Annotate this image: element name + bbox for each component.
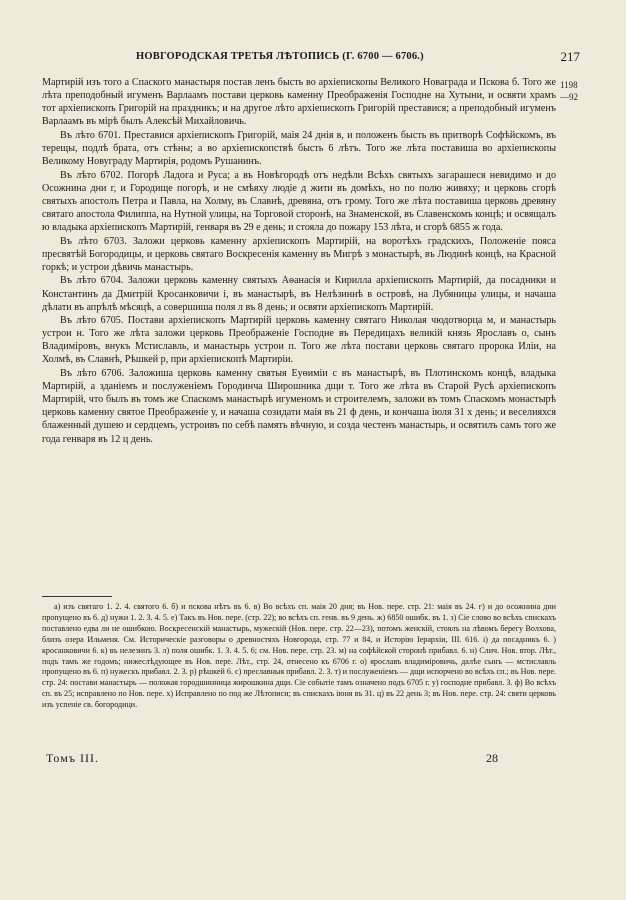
main-text [42, 76, 556, 446]
paragraph-6701: Въ лѣто 6701. Преставися архіепископъ Григорій, маія 24 днія в, и положенъ бысть въ притворѣ Софѣйскомъ, въ терещы, подлѣ брата, отъ стѣны; а во архіепископствѣ бысть 6 лѣтъ. Того же лѣта поставиша во архіепископы Великому Новуграду Мартирія, родомъ Рушанинъ. [42, 129, 556, 168]
paragraph-6705: Въ лѣто 6705. Постави архіепископъ Мартирій церковь каменну святаго Николая чюдотворца м, и манастырь устрои н. Того же лѣта заложи церковь Преображеніе Господне въ Передицахъ великій князь Ярославъ о, сынъ Владиміровъ, внукъ Мстиславль, и манастырь устрои п. Того же лѣта постави церковь святаго пророка Иліи, на Холмѣ, въ Славнѣ, Рѣшкей р, при архіепископѣ Мартиріи. [42, 315, 556, 366]
paragraph-intro: Мартирій изъ того а Спаского манастыря постав ленъ бысть во архіепископы Великого Новаграда и Пскова б. Того же лѣта преподобный игуменъ Варлаамъ постави церковь каменну Преображенія Господне на Хутыни, и освяти храмъ тот архіепископъ Григорій на праздникъ; и на другое лѣто архіепископъ Григорій преставися; а преподобный игуменъ Варлаамъ въ мірѣ былъ Алексѣй Михайловичь. [42, 77, 556, 128]
running-title: НОВГОРОДСКАЯ ТРЕТЬЯ ЛѢТОПИСЬ (Г. 6700 — 6706.) [136, 51, 424, 62]
margin-year-bottom: —92 [560, 92, 578, 102]
page-footer [42, 751, 556, 767]
paragraph-6706: Въ лѣто 6706. Заложиша церковь каменну святыя Еуѳиміи с въ манастырѣ, въ Плотинскомъ концѣ, владыка Мартирій, а зданіемъ и послуженіемъ Городинча Широшника дщи т. Того же лѣта въ Старой Русѣ архіепископъ Мартирій, что былъ въ томъ же Спаскомъ манастырѣ игуменомъ и строителемъ, заложи въ томъ Спаскомъ монастырѣ церковь каменну святое Преображеніе у, и начаша созидати маія въ 21 ф день, и кончаша іюля 31 х день; и веселияхся блаженный душею и сердцемъ, устроивъ по себѣ память вѣчную, и созда честенъ манастырь, и освятилъ самъ того же года генваря въ 12 ц день. [42, 368, 556, 445]
volume-label: Томъ III. [46, 751, 99, 765]
signature-number: 28 [486, 751, 498, 765]
footnote-divider [42, 596, 112, 597]
footnote-text: а) изъ святаго 1. 2. 4. святого 6. б) и пскова нѣтъ въ 6. в) Во всѣхъ сп. маія 20 дня; въ Нов. пере. стр. 21: маія въ 24. г) и до осожнина дни пропущено въ 6. д) нужи 1. 2. 3. 4. 5. е) Такъ въ Нов. пере. (стр. 22); во всѣхъ сп. генв. въ 9 день. ж) 6850 ошибк. въ 1. з) Сіе слово во всѣхъ спискахъ поставлено едва ли не ошибкою. Воскресенскій манастырь, мужескій (Нов. пере. стр. 22—23), потомъ женскій, стоялъ на лѣвомъ берегу Волхова, близъ озера Ильменя. См. Историческіе разговоры о древностяхъ Новгорода, стр. 77 и 84, и Исторію Іерархіи, III. 616. і) да посадникъ 6. ) кросанковичи 6. к) въ нелезинъ 3. л) поля ошибк. 1. 3. 4. 5. 6; см. Нов. пере. стр. 23. м) на софѣйской сторонѣ прибавл. 6. н) Слич. Нов. втор. Лѣт., подъ тамъ же годомъ; нижеслѣдующее въ Нов. пере. Лѣт., стр. 24, отнесено къ 6706 г. о) ярославъ владиміровичь, далѣе сынъ — мстиславль пропущено въ 6. п) нужескъ прибавл. 2. 3. р) рѣшкей 6. с) преславныя прибавл. 2. 3. т) и послуженіемъ — дщи испорчено во всѣхъ сп.; въ Нов. пере. стр. 24: постави манастырь — положая городшинница жирошкина дщи. Сіе событіе тамъ означено подъ 6705 г. у) господне прибавл. 3. ф) Во всѣхъ сп. въ 25; исправлено по Нов. пере. х) Исправлено по под же Лѣтописи; въ спискахъ іюня въ 31. ц) въ 22 день 3; въ Нов. пере. стр. 24: святи церковь изъ успеніе св. богородици. [42, 602, 556, 710]
paragraph-6704: Въ лѣто 6704. Заложи церковь каменну святыхъ Аѳанасія и Кирилла архіепископъ Мартирій, да посадники и Константинъ да Дмитрій Кросанковичи і, въ манастырѣ, въ Нелѣзиннѣ в островѣ, на Лубяницы улицы, и начаша дѣлати въ апрѣлѣ мѣсяцѣ, а совершиша поля л въ 8 день; и освяти архіепископъ Мартирій. [42, 275, 556, 313]
footnotes [42, 602, 556, 711]
running-header [40, 51, 586, 67]
paragraph-6702: Въ лѣто 6702. Погорѣ Ладога и Руса; а въ Новѣгородѣ отъ недѣли Всѣхъ святыхъ загарашеся невидимо и до Осожнина дни г, и Городище погорѣ, и не смѣяху людіе д жити въ домѣхъ, но по полю живяху; и церковь сгорѣ святыхъ апостолъ Петра и Павла, на Холму, въ Славнѣ, древяна, отъ грому. Того же лѣта поставиша церковь древяну святаго апостола Филиппа, на Нутной улицы, на Торговой сторонѣ, на Знаменской, въ Славенскомъ концѣ; и освящалъ ю владыка архіепископъ Мартирій, генваря въ 29 е день; и стояла до пожару 153 лѣта, и сгорѣ 6855 ж года. [42, 169, 556, 234]
page-number: 217 [560, 49, 580, 64]
paragraph-6703: Въ лѣто 6703. Заложи церковь каменну архіепископъ Мартирій, на воротѣхъ градскихъ, Положеніе пояса пресвятѣй Богородицы, и церковь святаго Воскресенія каменну въ Мигрѣ з монастырѣ, въ Людинѣ концѣ, на Красной горкѣ; и устрои дѣвичь манастырь. [42, 235, 556, 273]
margin-year-top: 1198 [560, 80, 578, 90]
